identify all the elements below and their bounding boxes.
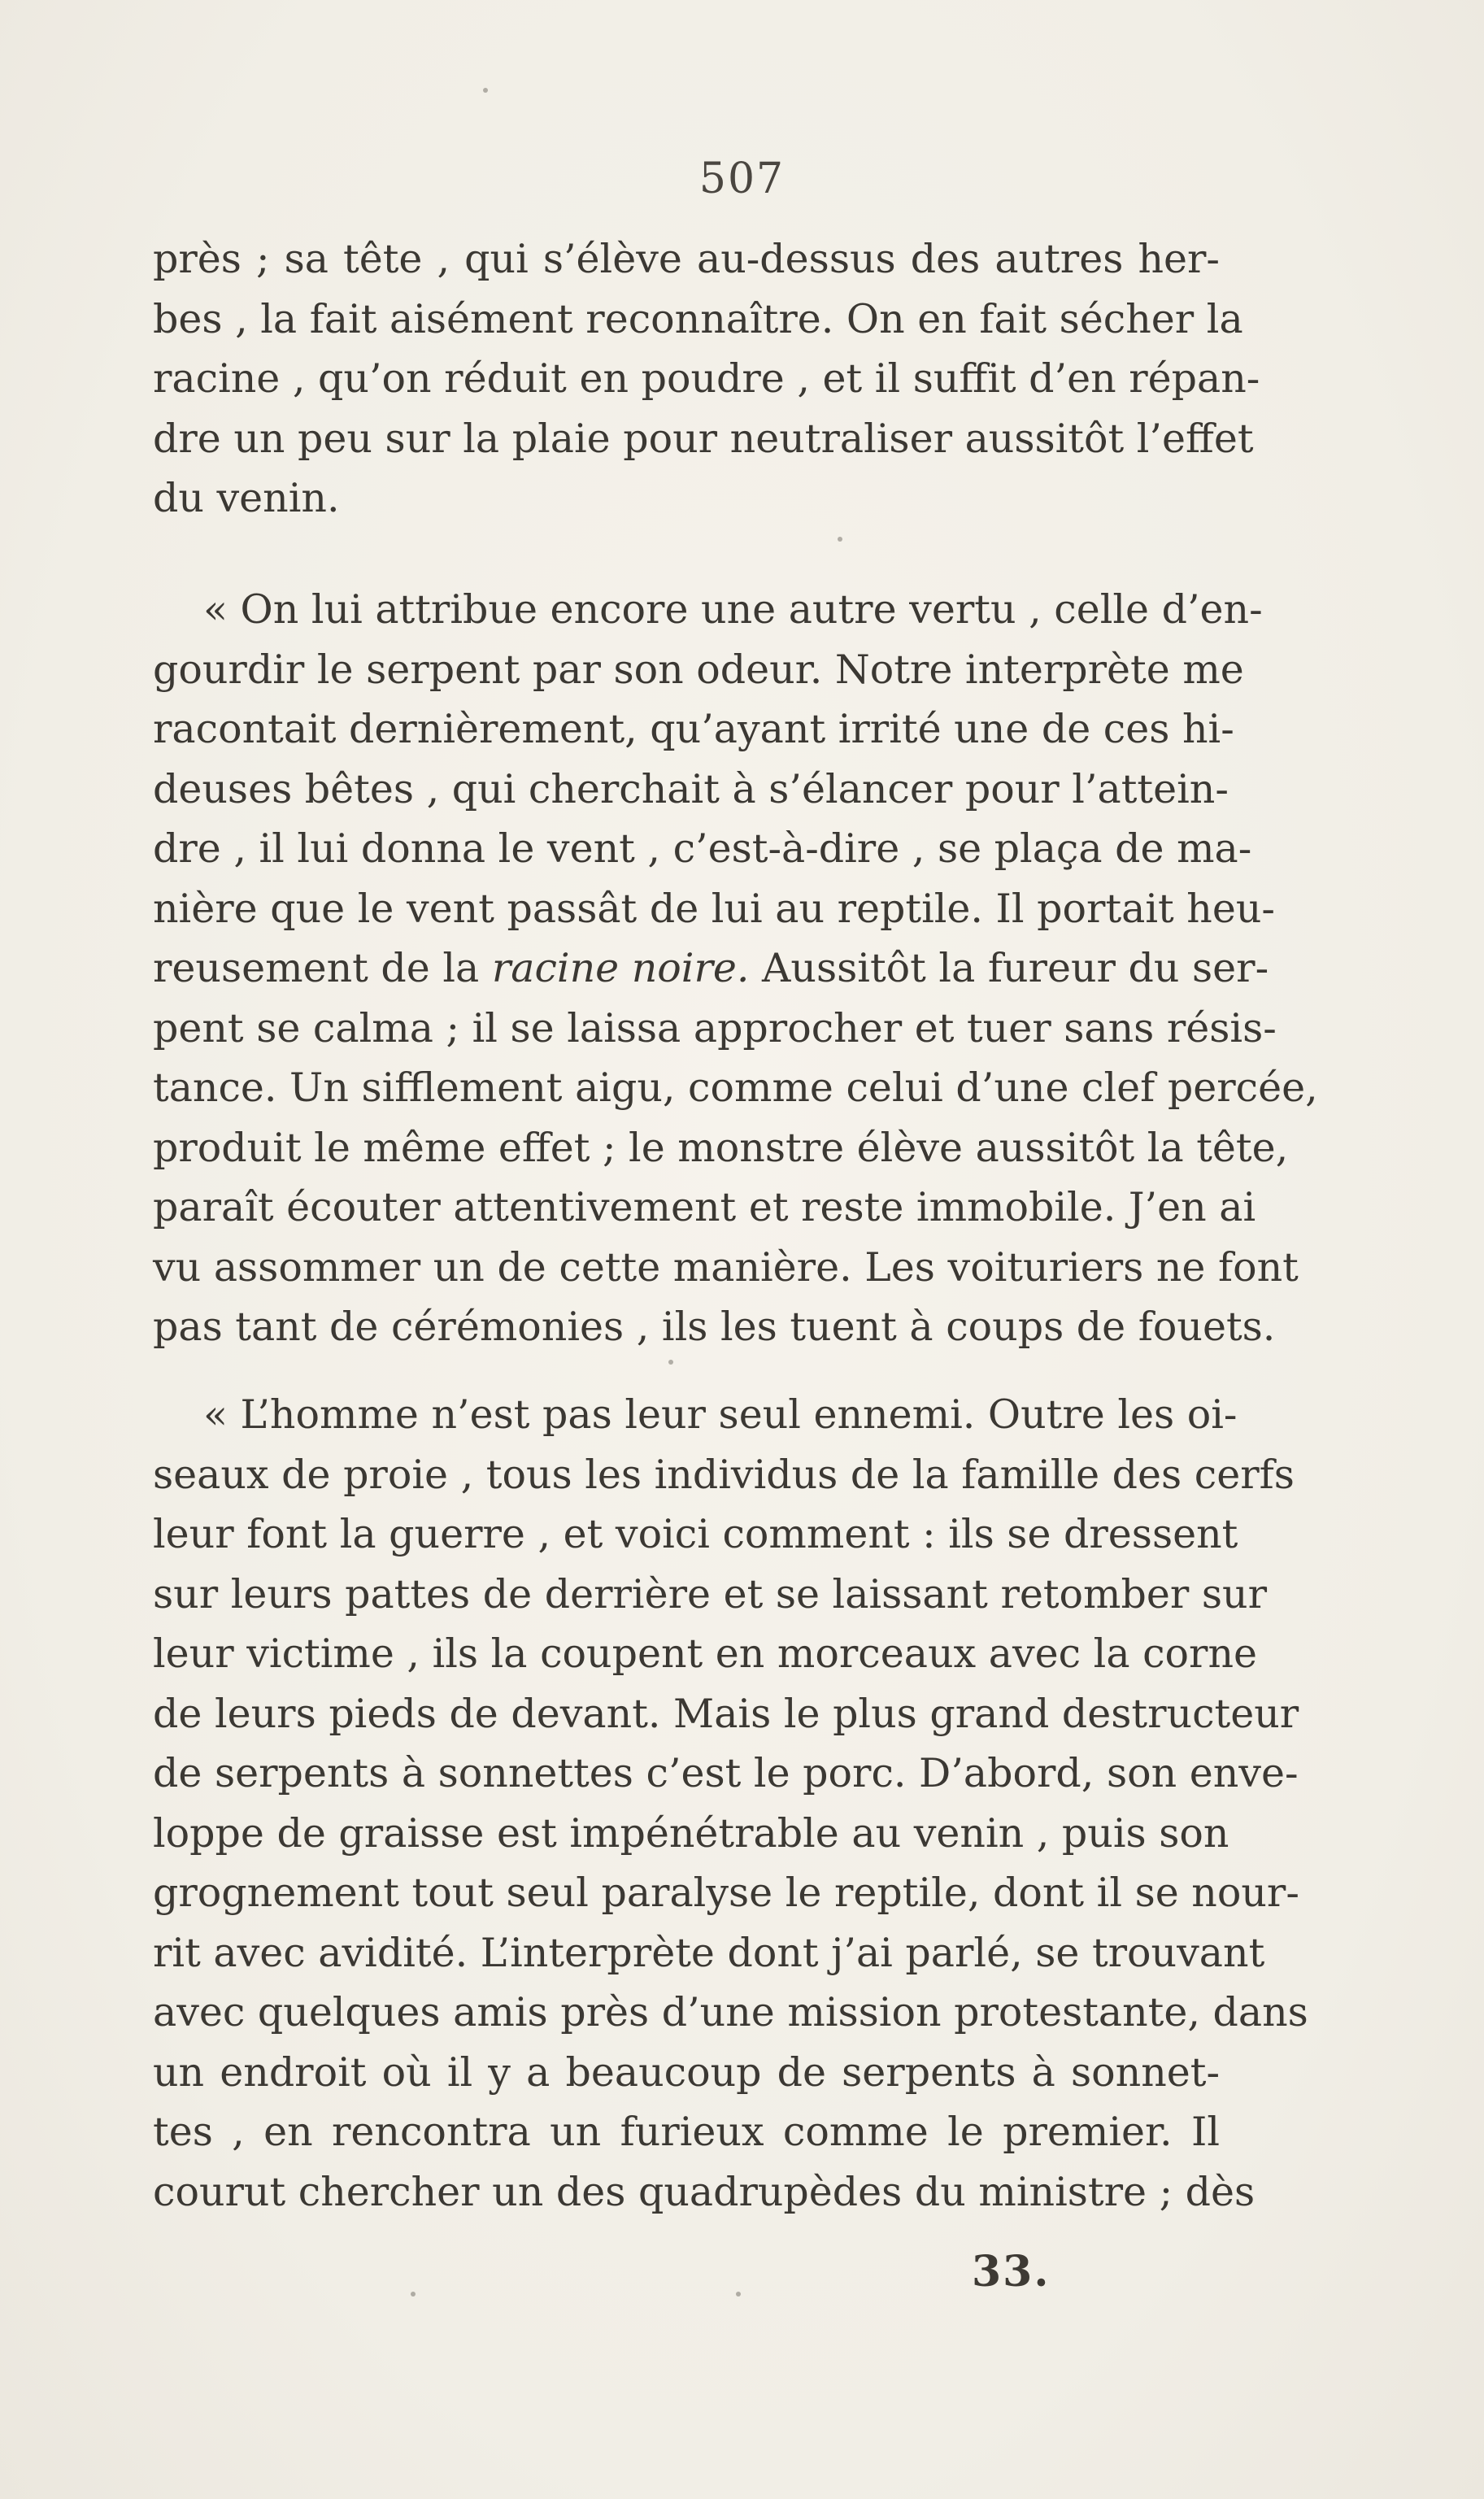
text-line: bes , la fait aisément reconnaître. On en fait sécher la: [153, 295, 1243, 342]
text-line: pent se calma ; il se laissa approcher et tuer sans résis-: [153, 1004, 1277, 1051]
signature-mark: 33.: [972, 2247, 1051, 2297]
text-segment: reusement de la: [153, 945, 480, 991]
text-line: du venin.: [153, 475, 340, 521]
paper-speck: [483, 88, 488, 93]
text-line: pas tant de cérémonies , ils les tuent à coups de fouets.: [153, 1304, 1276, 1350]
text-line: produit le même effet ; le monstre élève aussitôt la tête,: [153, 1124, 1289, 1171]
text-line: « L’homme n’est pas leur seul ennemi. Outre les oi-: [203, 1391, 1238, 1438]
text-line: racontait dernièrement, qu’ayant irrité une de ces hi-: [153, 706, 1234, 752]
text-line: gourdir le serpent par son odeur. Notre interprète me: [153, 646, 1244, 693]
text-line: nière que le vent passât de lui au reptile. Il portait heu-: [153, 885, 1275, 932]
text-line: « On lui attribue encore une autre vertu , celle d’en-: [203, 586, 1263, 633]
text-line: tes , en rencontra un furieux comme le premier. Il: [153, 2109, 1220, 2155]
text-line: avec quelques amis près d’une mission protestante, dans: [153, 1989, 1308, 2035]
text-line: courut chercher un des quadrupèdes du ministre ; dès: [153, 2168, 1256, 2215]
text-line: dre un peu sur la plaie pour neutraliser aussitôt l’effet: [153, 415, 1254, 462]
text-line: de serpents à sonnettes c’est le porc. D’abord, son enve-: [153, 1750, 1299, 1796]
text-line: sur leurs pattes de derrière et se laissant retomber sur: [153, 1570, 1268, 1617]
text-line: vu assommer un de cette manière. Les voituriers ne font: [153, 1243, 1299, 1291]
text-line: leur font la guerre , et voici comment : ils se dressent: [153, 1511, 1238, 1557]
text-line: près ; sa tête , qui s’élève au-dessus des autres her-: [153, 236, 1220, 282]
text-line: rit avec avidité. L’interprète dont j’ai parlé, se trouvant: [153, 1929, 1265, 1976]
text-segment: Aussitôt la fureur du ser-: [762, 945, 1269, 991]
paper-speck: [736, 2292, 741, 2297]
text-line: seaux de proie , tous les individus de la famille des cerfs: [153, 1451, 1295, 1498]
text-line: deuses bêtes , qui cherchait à s’élancer pour l’attein-: [153, 765, 1229, 812]
text-line: racine , qu’on réduit en poudre , et il suffit d’en répan-: [153, 355, 1260, 402]
italic-term: racine noire.: [491, 945, 750, 991]
paper-speck: [411, 2292, 416, 2297]
text-line: loppe de graisse est impénétrable au venin , puis son: [153, 1809, 1229, 1857]
paragraph-3: [153, 1385, 1308, 2222]
text-line-with-italic: [153, 938, 1269, 999]
paragraph-2: [153, 580, 1318, 1357]
text-line: paraît écouter attentivement et reste immobile. J’en ai: [153, 1184, 1256, 1230]
text-line: un endroit où il y a beaucoup de serpents à sonnet-: [153, 2048, 1220, 2096]
text-line: de leurs pieds de devant. Mais le plus grand destructeur: [153, 1690, 1299, 1737]
text-line: dre , il lui donna le vent , c’est-à-dire , se plaça de ma-: [153, 825, 1252, 872]
paper-speck: [668, 1360, 673, 1365]
paragraph-1: [153, 229, 1260, 529]
paper-speck: [838, 537, 842, 542]
page-number: 507: [698, 155, 786, 203]
text-line: grognement tout seul paralyse le reptile, dont il se nour-: [153, 1870, 1299, 1916]
text-line: tance. Un sifflement aigu, comme celui d’une clef percée,: [153, 1064, 1318, 1111]
text-line: leur victime , ils la coupent en morceaux avec la corne: [153, 1630, 1258, 1677]
